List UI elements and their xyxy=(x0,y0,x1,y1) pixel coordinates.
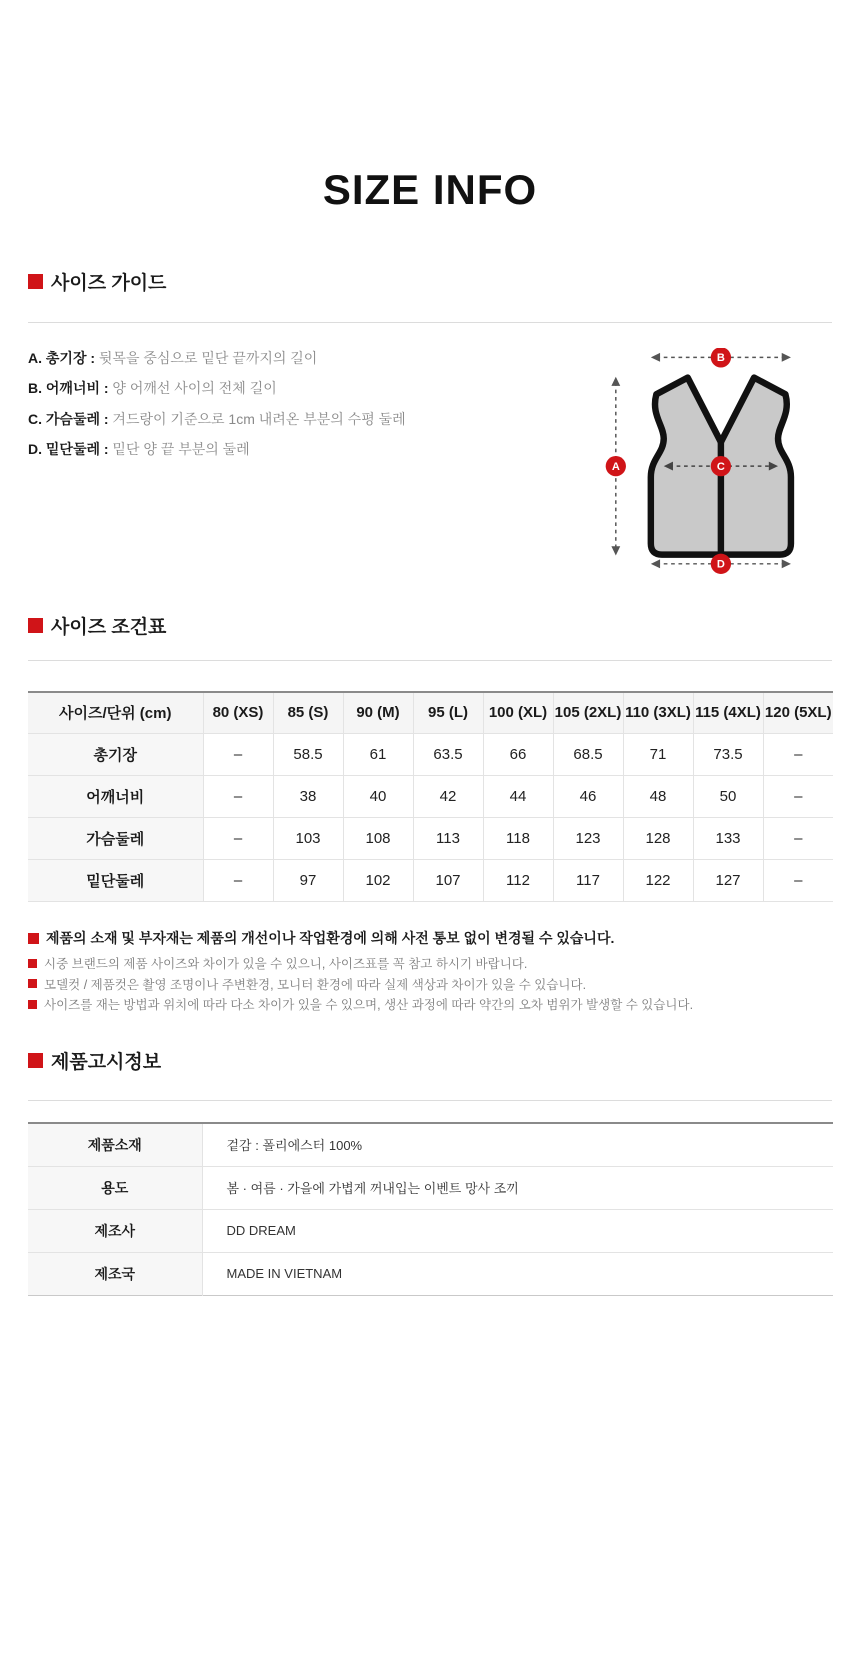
guide-item-desc: 양 어깨선 사이의 전체 길이 xyxy=(108,380,277,397)
section-title-size-table: 사이즈 조건표 xyxy=(51,617,167,638)
size-table-column-header: 105 (2XL) xyxy=(553,692,623,733)
size-table-row xyxy=(28,775,833,817)
size-table-cell: – xyxy=(203,817,273,859)
red-square-bullet-icon xyxy=(28,979,37,988)
size-guide-item xyxy=(28,378,277,398)
size-table-unit-header: 사이즈/단위 (cm) xyxy=(28,692,203,733)
size-table-cell: 107 xyxy=(413,859,483,901)
red-square-bullet-icon xyxy=(28,959,37,968)
red-square-bullet-icon xyxy=(28,1053,43,1068)
size-table-cell: 118 xyxy=(483,817,553,859)
divider xyxy=(28,1100,832,1101)
size-table-row-label: 총기장 xyxy=(28,733,203,775)
size-table-row-label: 가슴둘레 xyxy=(28,817,203,859)
size-table-cell: 108 xyxy=(343,817,413,859)
section-title-notice: 제품고시정보 xyxy=(51,1052,162,1073)
size-table-column-header: 80 (XS) xyxy=(203,692,273,733)
size-table-cell: – xyxy=(763,817,833,859)
svg-text:A: A xyxy=(611,460,620,473)
guide-item-desc: 밑단 양 끝 부분의 둘레 xyxy=(108,441,250,458)
red-square-bullet-icon xyxy=(28,618,43,633)
size-table-column-header: 120 (5XL) xyxy=(763,692,833,733)
size-table-cell: 71 xyxy=(623,733,693,775)
size-guide-item xyxy=(28,348,317,368)
section-header-size-table xyxy=(28,612,166,639)
size-table-cell: 117 xyxy=(553,859,623,901)
notice-table-row xyxy=(28,1123,833,1166)
divider xyxy=(28,660,832,661)
notice-row-label: 제조국 xyxy=(28,1252,202,1295)
size-spec-table xyxy=(28,691,833,902)
guide-item-desc: 겨드랑이 기준으로 1cm 내려온 부분의 수평 둘레 xyxy=(108,410,406,427)
size-table-cell: – xyxy=(763,859,833,901)
guide-item-label: D. 밑단둘레 : xyxy=(28,441,109,458)
note-item xyxy=(28,995,693,1013)
size-table-cell: 113 xyxy=(413,817,483,859)
size-table-cell: 58.5 xyxy=(273,733,343,775)
size-table-cell: – xyxy=(763,733,833,775)
guide-item-label: C. 가슴둘레 : xyxy=(28,410,109,427)
size-table-cell: – xyxy=(203,733,273,775)
notice-row-label: 제조사 xyxy=(28,1209,202,1252)
size-table-cell: 127 xyxy=(693,859,763,901)
red-square-bullet-icon xyxy=(28,1000,37,1009)
size-table-column-header: 95 (L) xyxy=(413,692,483,733)
size-table-cell: 103 xyxy=(273,817,343,859)
size-table-cell: 40 xyxy=(343,775,413,817)
page-title: SIZE INFO xyxy=(322,166,538,213)
size-table-cell: 73.5 xyxy=(693,733,763,775)
guide-item-label: A. 총기장 : xyxy=(28,350,96,366)
size-table-cell: 68.5 xyxy=(553,733,623,775)
red-square-bullet-icon xyxy=(28,274,43,289)
svg-text:B: B xyxy=(716,352,725,365)
size-table-row-label: 밑단둘레 xyxy=(28,859,203,901)
note-primary-text: 제품의 소재 및 부자재는 제품의 개선이나 작업환경에 의해 사전 통보 없이 변경될 수 있습니다. xyxy=(46,930,615,946)
guide-item-desc: 뒷목을 중심으로 밑단 끝까지의 길이 xyxy=(95,350,318,366)
notice-table-row xyxy=(28,1209,833,1252)
red-square-bullet-icon xyxy=(28,933,39,944)
size-guide-item xyxy=(28,409,406,429)
size-table-cell: 133 xyxy=(693,817,763,859)
size-table-cell: 61 xyxy=(343,733,413,775)
note-item-text: 시중 브랜드의 제품 사이즈와 차이가 있을 수 있으니, 사이즈표를 꼭 참고 하시기 바랍니다. xyxy=(44,957,528,971)
section-header-notice xyxy=(28,1047,161,1074)
note-item-text: 사이즈를 재는 방법과 위치에 따라 다소 차이가 있을 수 있으며, 생산 과정에 따라 약간의 오차 범위가 발생할 수 있습니다. xyxy=(44,998,694,1012)
size-table-cell: – xyxy=(203,859,273,901)
size-table-cell: 50 xyxy=(693,775,763,817)
notice-row-label: 용도 xyxy=(28,1166,202,1209)
size-table-row-label: 어깨너비 xyxy=(28,775,203,817)
size-table-cell: – xyxy=(763,775,833,817)
size-table-column-header: 100 (XL) xyxy=(483,692,553,733)
size-table-cell: 128 xyxy=(623,817,693,859)
size-table-column-header: 115 (4XL) xyxy=(693,692,763,733)
notice-table-row xyxy=(28,1166,833,1209)
size-table-cell: 48 xyxy=(623,775,693,817)
svg-text:D: D xyxy=(716,558,725,571)
guide-item-label: B. 어깨너비 : xyxy=(28,380,109,397)
size-table-cell: – xyxy=(203,775,273,817)
size-table-cell: 42 xyxy=(413,775,483,817)
size-table-cell: 66 xyxy=(483,733,553,775)
svg-text:C: C xyxy=(716,460,725,473)
marker-b-icon xyxy=(711,348,731,367)
size-table-header-row xyxy=(28,692,833,733)
size-table-row xyxy=(28,859,833,901)
size-table-cell: 38 xyxy=(273,775,343,817)
size-table-cell: 102 xyxy=(343,859,413,901)
marker-d-icon xyxy=(711,554,731,574)
size-table-cell: 122 xyxy=(623,859,693,901)
size-table-cell: 97 xyxy=(273,859,343,901)
size-table-cell: 123 xyxy=(553,817,623,859)
size-table-cell: 46 xyxy=(553,775,623,817)
vest-measurement-diagram xyxy=(590,348,802,575)
note-item xyxy=(28,954,527,972)
notice-row-value: DD DREAM xyxy=(202,1209,833,1252)
size-table-column-header: 90 (M) xyxy=(343,692,413,733)
notice-row-value: MADE IN VIETNAM xyxy=(226,1266,343,1281)
product-notice-table xyxy=(28,1122,833,1296)
size-table-column-header: 85 (S) xyxy=(273,692,343,733)
notice-row-value: 봄 · 여름 · 가을에 가볍게 꺼내입는 이벤트 망사 조끼 xyxy=(202,1166,833,1209)
size-table-cell: 63.5 xyxy=(413,733,483,775)
size-table-cell: 44 xyxy=(483,775,553,817)
size-guide-item xyxy=(28,439,250,459)
size-table-cell: 112 xyxy=(483,859,553,901)
marker-c-icon xyxy=(711,456,731,476)
size-table-row xyxy=(28,733,833,775)
note-item xyxy=(28,975,586,993)
size-table-column-header: 110 (3XL) xyxy=(623,692,693,733)
size-table-row xyxy=(28,817,833,859)
notice-table-row xyxy=(28,1252,833,1295)
section-header-size-guide xyxy=(28,268,166,295)
marker-a-icon xyxy=(606,456,626,476)
note-item-text: 모델컷 / 제품컷은 촬영 조명이나 주변환경, 모니터 환경에 따라 실제 색상과 차이가 있을 수 있습니다. xyxy=(44,977,587,992)
divider xyxy=(28,322,832,323)
notice-row-value: 겉감 : 폴리에스터 100% xyxy=(202,1123,833,1166)
section-title-size-guide: 사이즈 가이드 xyxy=(51,273,167,294)
notice-row-label: 제품소재 xyxy=(28,1123,202,1166)
note-primary xyxy=(28,928,614,948)
